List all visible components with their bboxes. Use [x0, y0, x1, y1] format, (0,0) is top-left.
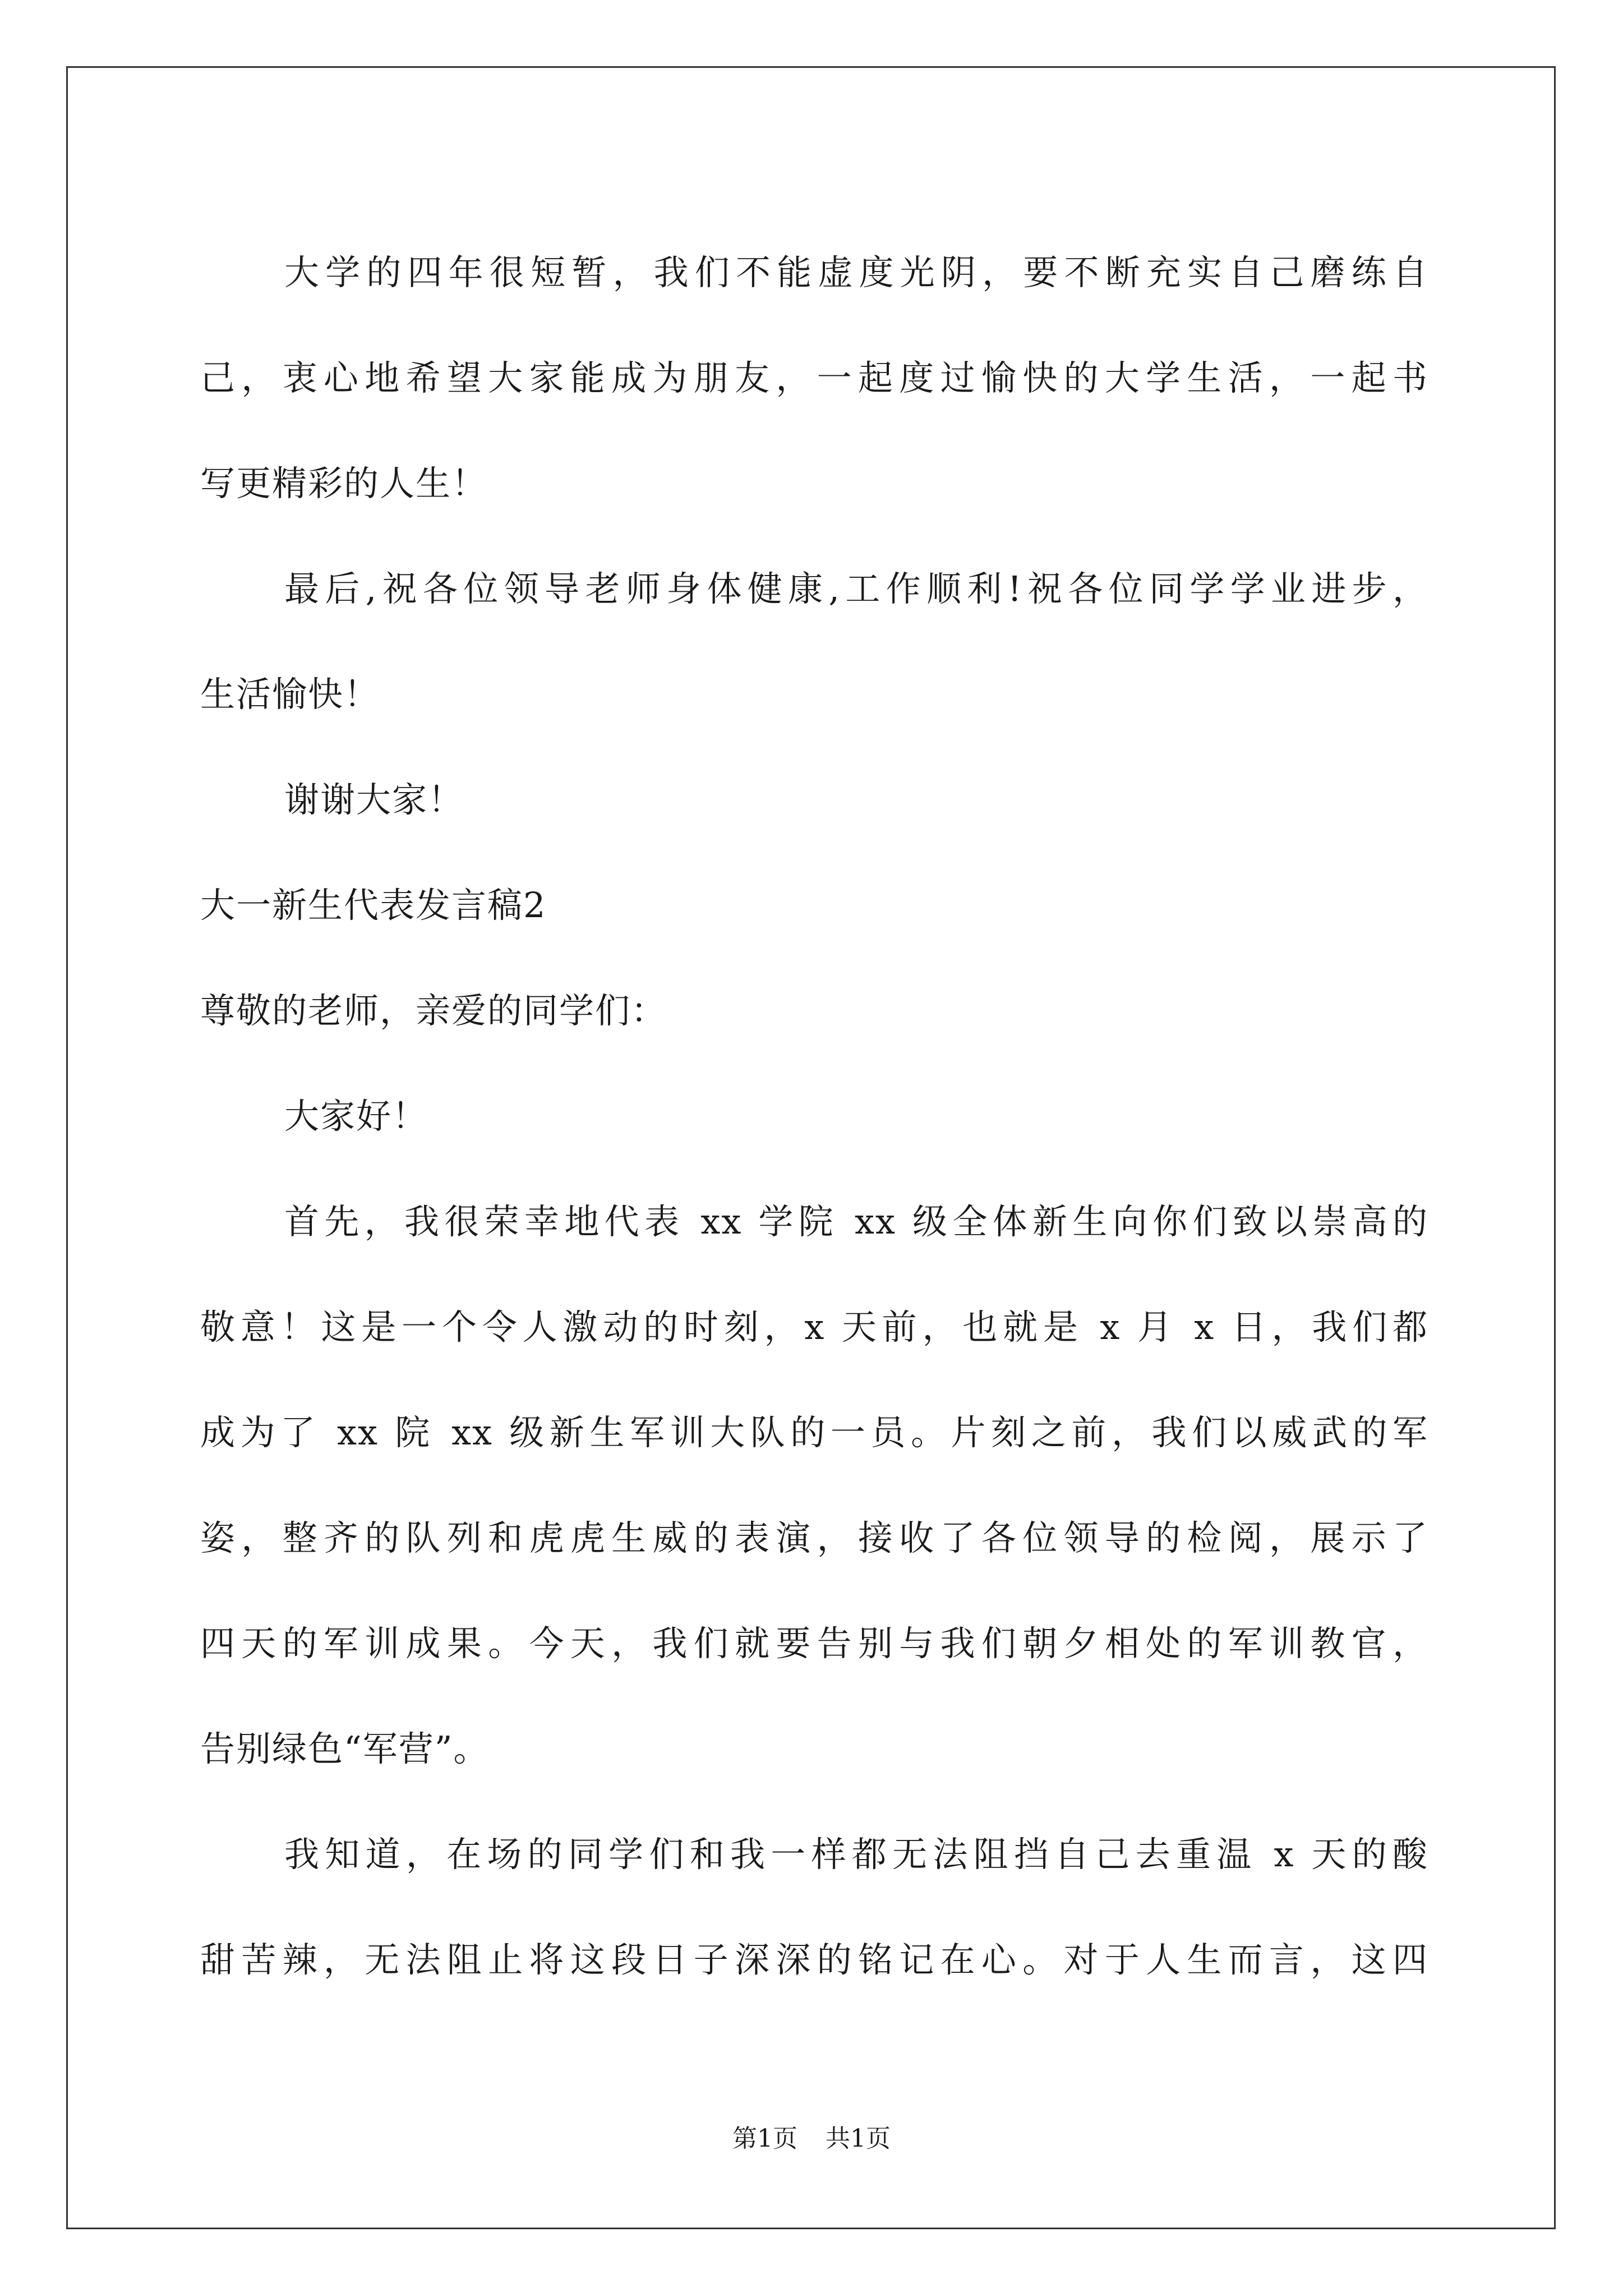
text-line: 己，衷心地希望大家能成为朋友，一起度过愉快的大学生活，一起书 — [200, 357, 1428, 398]
document-body — [200, 220, 1428, 2013]
text-line: 姿，整齐的队列和虎虎生威的表演，接收了各位领导的检阅，展示了 — [200, 1517, 1428, 1558]
text-line: 敬意！这是一个令人激动的时刻，x 天前，也就是 x 月 x 日，我们都 — [200, 1306, 1428, 1347]
text-line: 谢谢大家！ — [284, 779, 464, 820]
section-heading: 大一新生代表发言稿2 — [200, 885, 547, 926]
text-line: 成为了 xx 院 xx 级新生军训大队的一员。片刻之前，我们以威武的军 — [200, 1412, 1428, 1453]
page-footer — [0, 2122, 1623, 2156]
salutation: 尊敬的老师，亲爱的同学们： — [200, 990, 667, 1031]
text-line: 首先，我很荣幸地代表 xx 学院 xx 级全体新生向你们致以崇高的 — [284, 1201, 1428, 1242]
greeting: 大家好！ — [284, 1096, 428, 1137]
page-number-total: 共1页 — [826, 2124, 891, 2153]
page-number-current: 第1页 — [732, 2124, 797, 2153]
text-line: 我知道，在场的同学们和我一样都无法阻挡自己去重温 x 天的酸 — [284, 1834, 1428, 1875]
text-line: 大学的四年很短暂，我们不能虚度光阴，要不断充实自己磨练自 — [284, 252, 1428, 293]
text-line: 写更精彩的人生！ — [200, 463, 488, 504]
text-line: 告别绿色“军营”。 — [200, 1728, 490, 1769]
text-line: 四天的军训成果。今天，我们就要告别与我们朝夕相处的军训教官， — [200, 1623, 1428, 1664]
text-line: 最后,祝各位领导老师身体健康,工作顺利!祝各位同学学业进步， — [284, 568, 1428, 609]
text-line: 甜苦辣，无法阻止将这段日子深深的铭记在心。对于人生而言，这四 — [200, 1939, 1428, 1980]
text-line: 生活愉快！ — [200, 674, 380, 715]
